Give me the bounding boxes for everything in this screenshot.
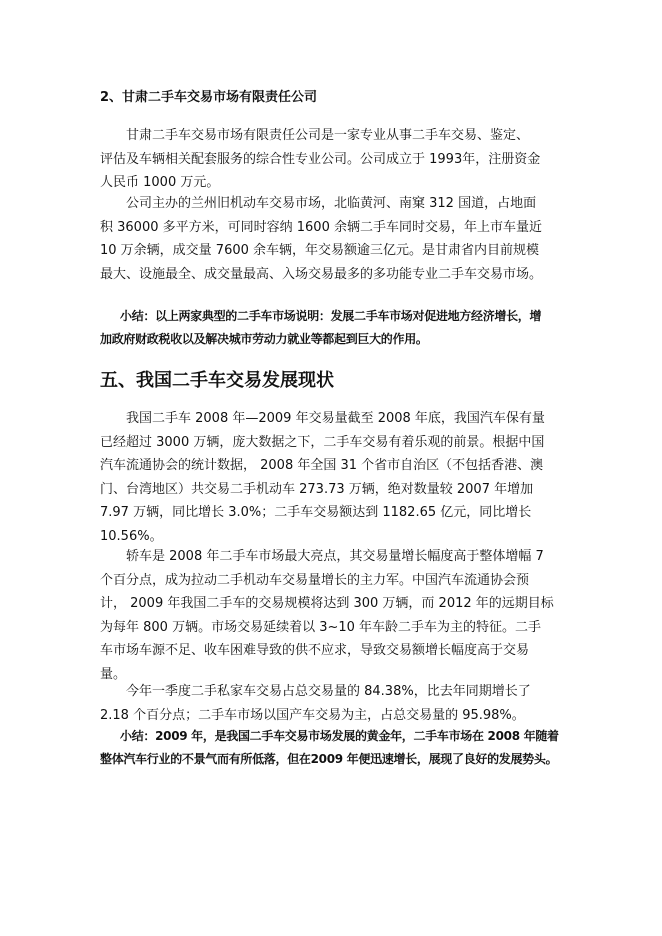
section-2-summary — [100, 305, 552, 351]
section-5-paragraph-3 — [100, 680, 552, 727]
text-line: 量。 — [100, 666, 127, 682]
text-line: 轿车是 2008 年二手车市场最大亮点，其交易量增长幅度高于整体增幅 7 — [126, 549, 544, 564]
text-line: 10.56%。 — [100, 528, 163, 544]
text-line: 积 36000 多平方米，可同时容纳 1600 余辆二手车同时交易，年上市车量近 — [100, 219, 542, 235]
section-2-paragraph-1 — [100, 124, 552, 195]
text-line: 小结：2009 年，是我国二手车交易市场发展的黄金年，二手车市场在 2008 年随着 — [120, 729, 559, 743]
text-line: 个百分点，成为拉动二手机动车交易量增长的主力军。中国汽车流通协会预 — [100, 572, 530, 588]
text-line: 整体汽车行业的不景气而有所低落，但在2009 年便迅速增长，展现了良好的发展势头。 — [100, 752, 558, 766]
text-line: 公司主办的兰州旧机动车交易市场，北临黄河、南窠 312 国道，占地面 — [126, 196, 537, 211]
section-5-heading: 五、我国二手车交易发展现状 — [100, 370, 334, 391]
text-line: 车市场车源不足、收车困难导致的供不应求，导致交易额增长幅度高于交易 — [100, 643, 530, 658]
section-5-summary — [100, 725, 559, 771]
section-5-paragraph-2 — [100, 545, 552, 686]
text-line: 已经超过 3000 万辆，庞大数据之下，二手车交易有着乐观的前景。根据中国 — [100, 434, 545, 450]
section-2-heading: 2、甘肃二手车交易市场有限责任公司 — [100, 90, 318, 105]
text-line: 人民币 1000 万元。 — [100, 175, 220, 190]
text-line: 评估及车辆相关配套服务的综合性专业公司。公司成立于 1993年，注册资金 — [100, 151, 541, 167]
text-line: 汽车流通协会的统计数据， 2008 年全国 31 个省市自治区（不包括香港、澳 — [100, 458, 544, 473]
text-line: 我国二手车 2008 年—2009 年交易量截至 2008 年底，我国汽车保有量 — [126, 411, 545, 426]
text-line: 甘肃二手车交易市场有限责任公司是一家专业从事二手车交易、鉴定、 — [126, 128, 530, 143]
text-line: 计， 2009 年我国二手车的交易规模将达到 300 万辆，而 2012 年的远期目标 — [100, 596, 554, 611]
text-line: 今年一季度二手私家车交易占总交易量的 84.38%，比去年同期增长了 — [126, 684, 531, 699]
text-line: 7.97 万辆，同比增长 3.0%；二手车交易额达到 1182.65 亿元，同比增长 — [100, 505, 532, 520]
text-line: 加政府财政税收以及解决城市劳动力就业等都起到巨大的作用。 — [100, 332, 428, 346]
text-line: 最大、设施最全、成交量最高、入场交易最多的多功能专业二手车交易市场。 — [100, 266, 543, 282]
section-2-paragraph-2 — [100, 192, 552, 286]
text-line: 2.18 个百分点；二手车市场以国产车交易为主，占总交易量的 95.98%。 — [100, 707, 525, 723]
text-line: 小结：以上两家典型的二手车市场说明：发展二手车市场对促进地方经济增长，增 — [120, 309, 542, 323]
section-5-paragraph-1 — [100, 407, 552, 548]
text-line: 门、台湾地区）共交易二手机动车 273.73 万辆，绝对数量较 2007 年增加 — [100, 481, 534, 497]
text-line: 为每年 800 万辆。市场交易延续着以 3~10 年车龄二手车为主的特征。二手 — [100, 619, 542, 635]
text-line: 10 万余辆，成交量 7600 余车辆，年交易额逾三亿元。是甘肃省内目前规模 — [100, 243, 540, 258]
